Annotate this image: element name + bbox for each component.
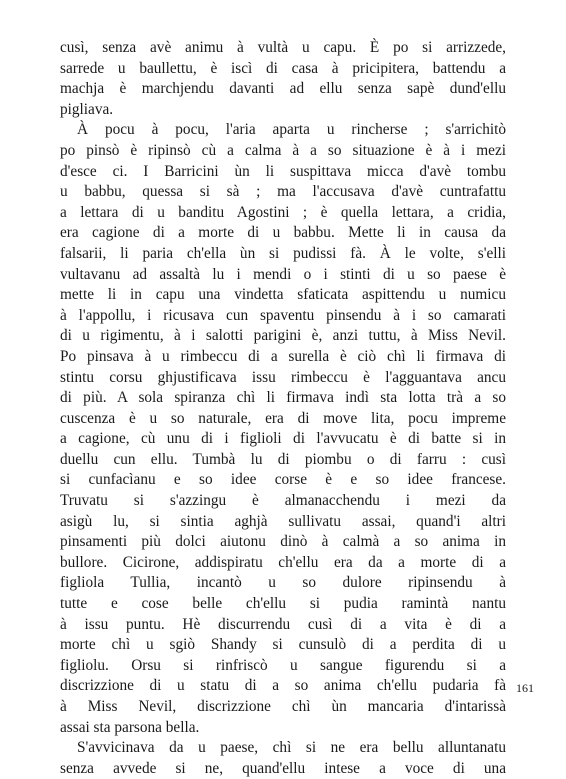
text-line: a lettara di u banditu Agostini ; è quella lettara, a cridia, — [60, 203, 506, 221]
text-line: à Miss Nevil, discrizzione chì ùn mancaria d'intarissà — [60, 698, 506, 715]
text-line: tutte e cose belle ch'ellu si pudia ramintà nantu — [60, 595, 506, 613]
text-line: morte chì u sgiò Shandy si cunsulò di a perdita di u — [60, 636, 506, 654]
text-line: machja è marchjendu davanti ad ellu senza sapè dund'ellu — [60, 80, 506, 98]
text-line: u babbu, quessa si sà ; ma l'accusava d'avè cuntrafattu — [60, 183, 506, 201]
text-line: si cunfacìanu e so idee corse è e so idee francese. — [60, 471, 506, 489]
text-line: era cagione di a morte di u babbu. Mette li in causa da — [60, 224, 506, 242]
text-line: Truvatu si s'azzingu è almanacchendu i mezi da — [60, 492, 506, 510]
text-line: cuscenza è u so naturale, era di move lita, pocu impreme — [60, 409, 506, 427]
text-line: po pinsò è ripinsò cù a calma à a so situazione è à i mezi — [60, 141, 506, 159]
text-line: duellu cun ellu. Tumbà lu di piombu o di farru : cusì — [60, 450, 506, 468]
text-line: pinsamenti più dolci aiutonu dinò à calmà a so anima in — [60, 533, 506, 551]
body-text — [60, 38, 506, 779]
text-line: di u rigimentu, à i salotti parigini è, anzi tuttu, à Miss Nevil. — [60, 327, 506, 345]
text-line: falsarii, li paria ch'ella ùn si pudissi fà. À le volte, s'elli — [60, 244, 506, 262]
text-line: discrizzione di u statu di a so anima ch'ellu pudaria fà — [60, 677, 506, 695]
text-line: pigliava. — [60, 100, 114, 118]
text-line: senza avvede si ne, quand'ellu intese a voce di una — [60, 759, 506, 777]
text-line: figliola Tullia, incantò u so dulore ripinsendu à — [60, 574, 506, 592]
text-line: a cagione, cù unu di i figlioli di l'avvucatu è di batte si in — [60, 430, 506, 448]
text-line: À pocu à pocu, l'aria aparta u rincherse ; s'arrichitò — [77, 121, 506, 139]
text-line: Po pinsava à u rimbeccu di a surella è ciò chì li firmava di — [60, 347, 506, 365]
text-line: d'esce ci. I Barricini ùn li suspittava micca d'avè tombu — [60, 162, 506, 180]
text-line: à l'appollu, i ricusava cun spaventu pinsendu à i so camarati — [60, 306, 506, 324]
text-line: sarrede u baullettu, è iscì di casa à pricipitera, battendu a — [60, 59, 506, 77]
text-line: asigù lu, si sintia aghjà sullivatu assai, quand'i altri — [60, 512, 506, 530]
text-line: vultavanu ad assaltà lu i mendi o i stinti di u so paese è — [60, 265, 506, 283]
text-line: assai sta parsona bella. — [60, 718, 200, 736]
text-line: stintu corsu ghjustificava issu rimbeccu è l'agguantava ancu — [60, 368, 506, 386]
text-line: cusì, senza avè animu à vultà u capu. È po si arrizzede, — [60, 39, 506, 56]
text-line: figliolu. Orsu si rinfriscò u sangue figurendu si a — [60, 656, 506, 674]
text-line: S'avvicinava da u paese, chì si ne era bellu alluntanatu — [77, 739, 506, 757]
text-line: di più. A sola spiranza chì li firmava indì sta lotta trà a so — [60, 389, 506, 407]
text-line: mette li in capu una vindetta sfaticata aspittendu u numicu — [60, 286, 506, 304]
text-line: à issu puntu. Hè discurrendu cusì di a vita è di a — [60, 615, 506, 633]
page-number: 161 — [516, 681, 534, 695]
text-line: bullore. Cicirone, addispiratu ch'ellu era da a morte di a — [60, 553, 506, 571]
